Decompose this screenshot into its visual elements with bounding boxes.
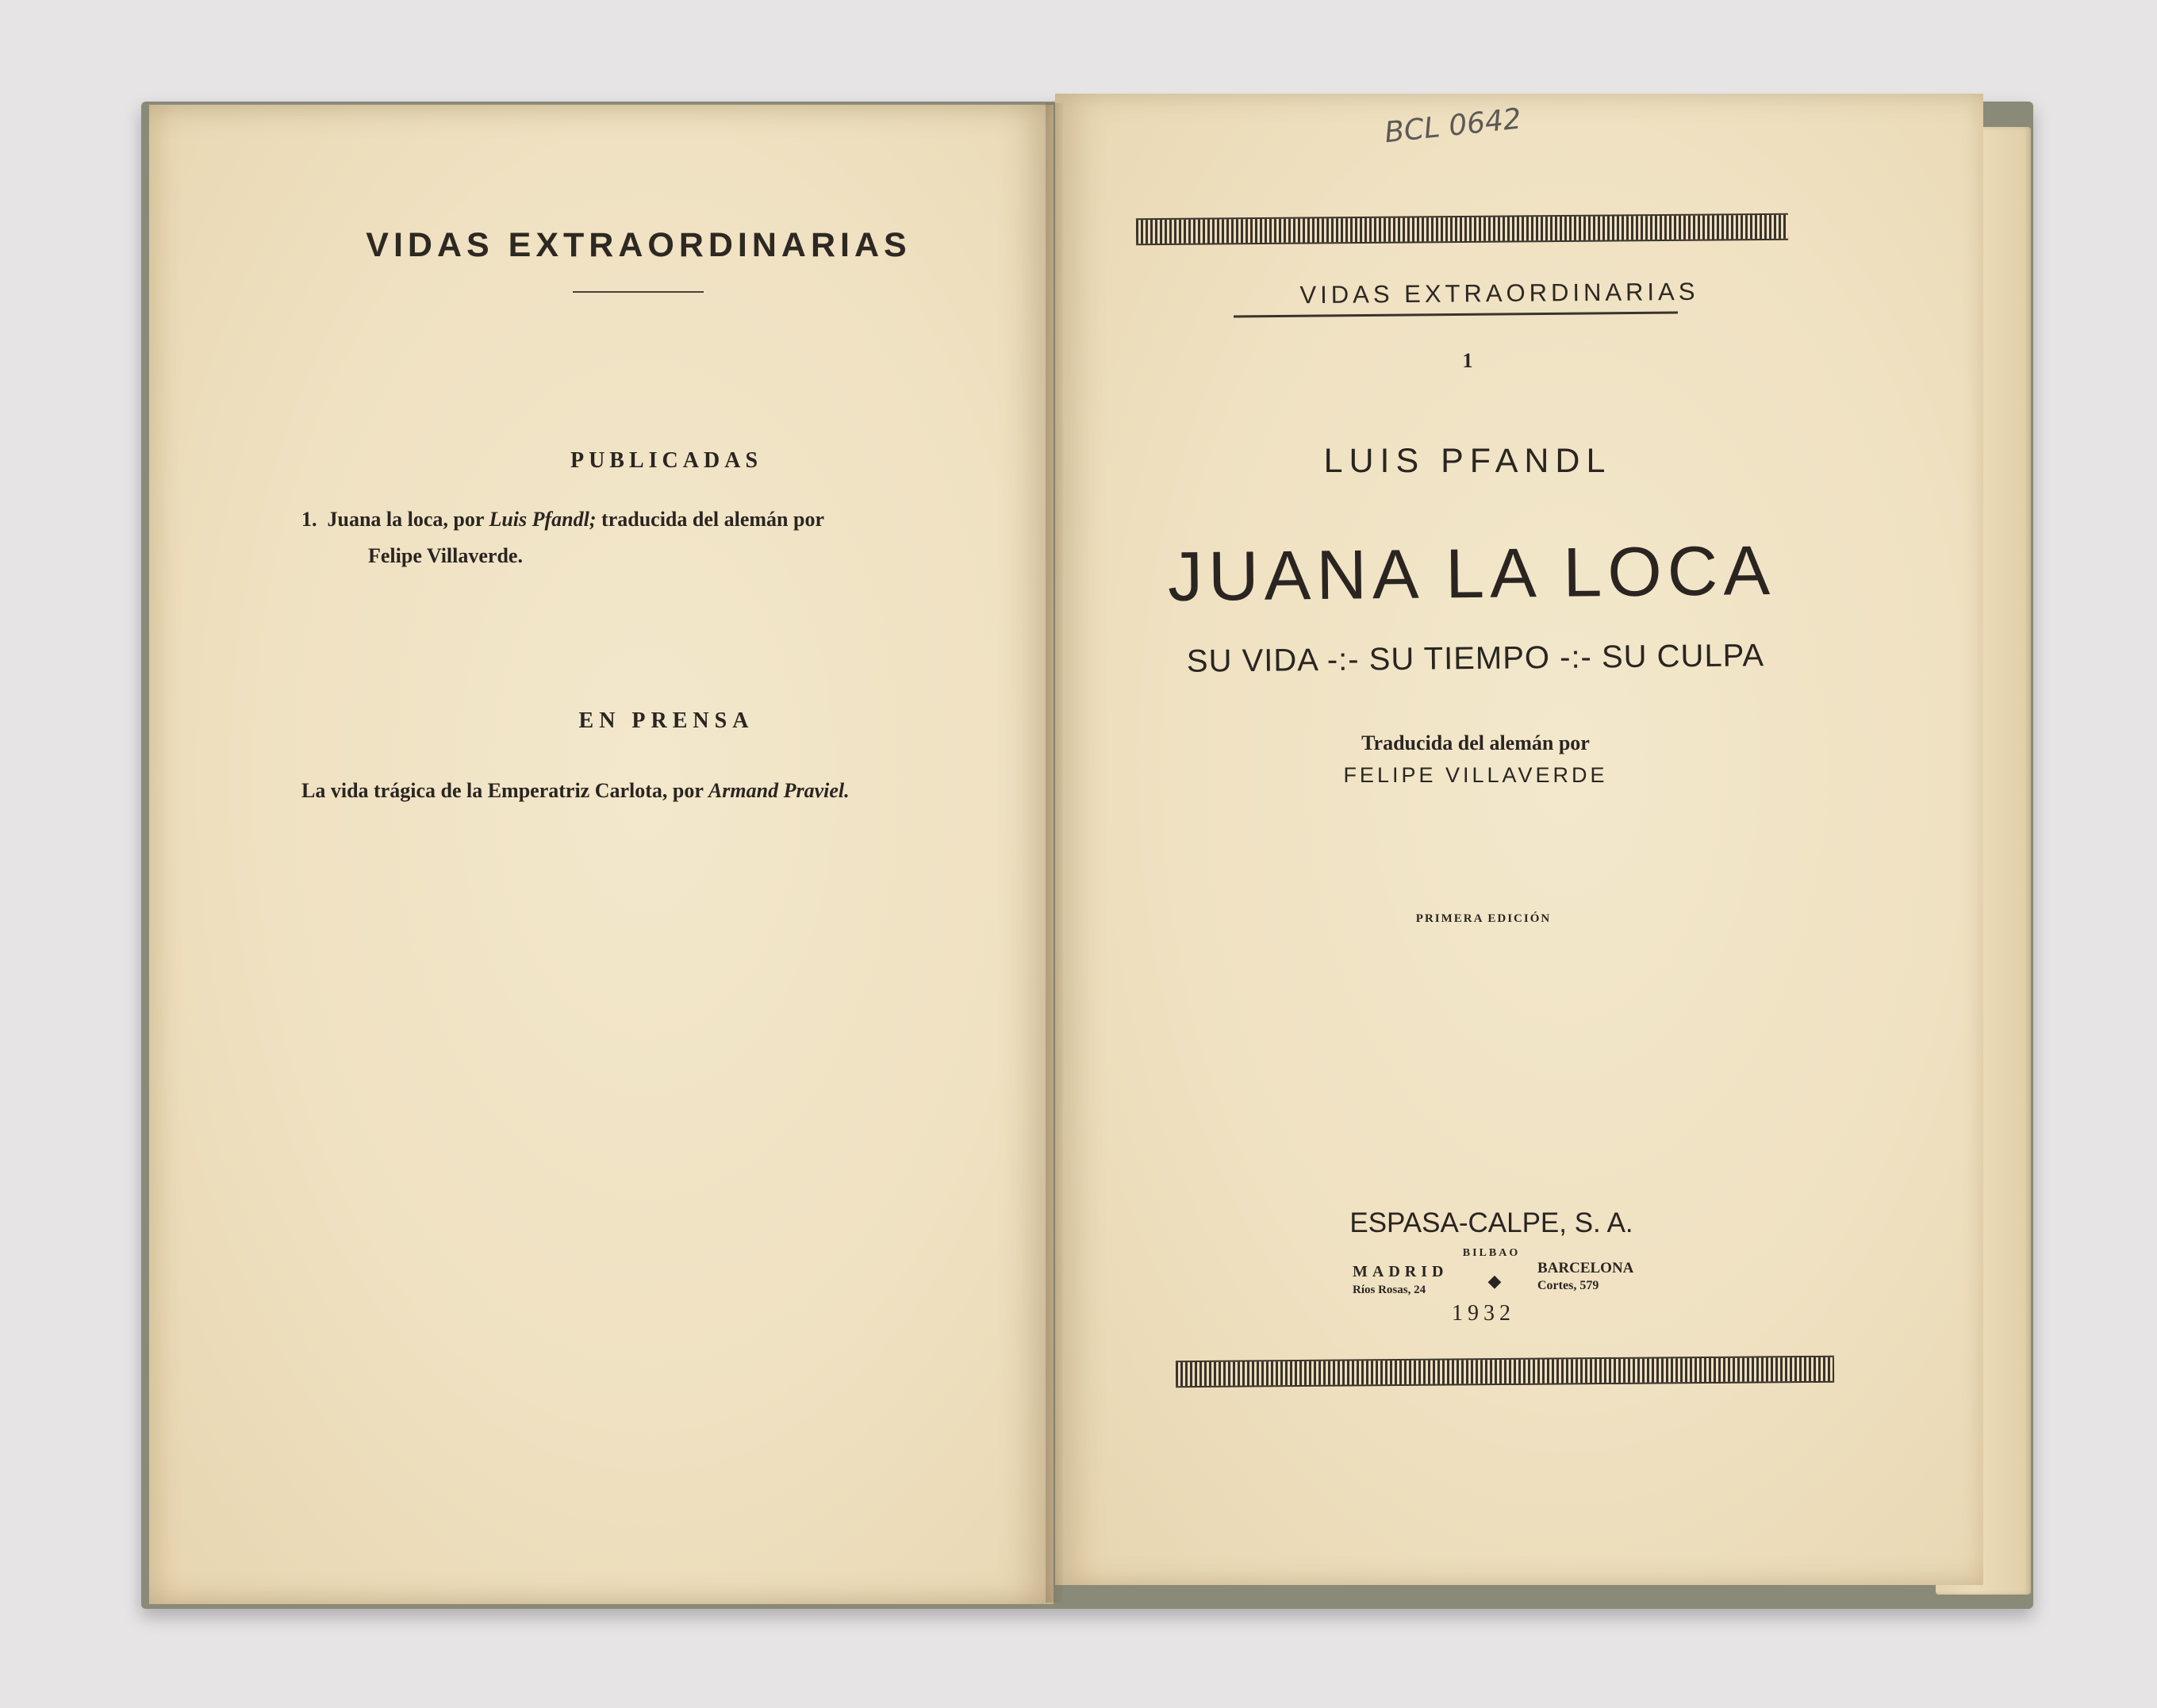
diamond-separator-icon: ◆	[1487, 1271, 1502, 1291]
book-author: LUIS PFANDL	[1323, 442, 1612, 480]
madrid-address: Ríos Rosas, 24	[1353, 1284, 1426, 1296]
publicadas-item-rest: traducida del alemán por	[601, 508, 824, 531]
top-ornament-rule	[1136, 213, 1788, 245]
edition-label: PRIMERA EDICIÓN	[1415, 912, 1552, 925]
publicadas-item-number: 1.	[301, 508, 317, 531]
city-barcelona: BARCELONA	[1537, 1260, 1634, 1276]
right-series-title: VIDAS EXTRAORDINARIAS	[1299, 277, 1699, 309]
book-gutter	[1046, 103, 1063, 1602]
city-madrid: MADRID	[1353, 1263, 1449, 1280]
publicadas-item-title: Juana la loca,	[327, 508, 448, 531]
barcelona-address: Cortes, 579	[1537, 1279, 1599, 1292]
en-prensa-item-title: La vida trágica de la Emperatriz Carlota,	[301, 779, 668, 802]
publicadas-item-translator: Felipe Villaverde.	[368, 544, 523, 567]
city-bilbao: BILBAO	[1462, 1247, 1521, 1259]
publicadas-heading: PUBLICADAS	[570, 448, 763, 473]
left-page	[149, 105, 1054, 1604]
translator-name: FELIPE VILLAVERDE	[1343, 763, 1608, 787]
publisher-name: ESPASA-CALPE, S. A.	[1349, 1207, 1633, 1238]
book-title: JUANA LA LOCA	[1167, 530, 1776, 616]
left-title-rule	[573, 291, 704, 293]
publicadas-item-line1	[301, 508, 968, 532]
publicadas-item-por: por	[453, 508, 484, 531]
left-series-title: VIDAS EXTRAORDINARIAS	[366, 226, 912, 264]
en-prensa-item	[301, 779, 968, 803]
volume-number: 1	[1462, 349, 1473, 372]
handwritten-catalog-note: BCL 0642	[1383, 102, 1523, 150]
publication-year: 1932	[1452, 1301, 1515, 1326]
bottom-ornament-rule	[1176, 1356, 1834, 1388]
en-prensa-heading: EN PRENSA	[578, 708, 754, 733]
translated-by-label: Traducida del alemán por	[1361, 731, 1590, 754]
en-prensa-item-por: por	[672, 779, 704, 802]
publicadas-item-author: Luis Pfandl;	[489, 508, 597, 531]
en-prensa-item-author: Armand Praviel.	[708, 779, 850, 802]
book-subtitle: SU VIDA -:- SU TIEMPO -:- SU CULPA	[1186, 638, 1765, 679]
